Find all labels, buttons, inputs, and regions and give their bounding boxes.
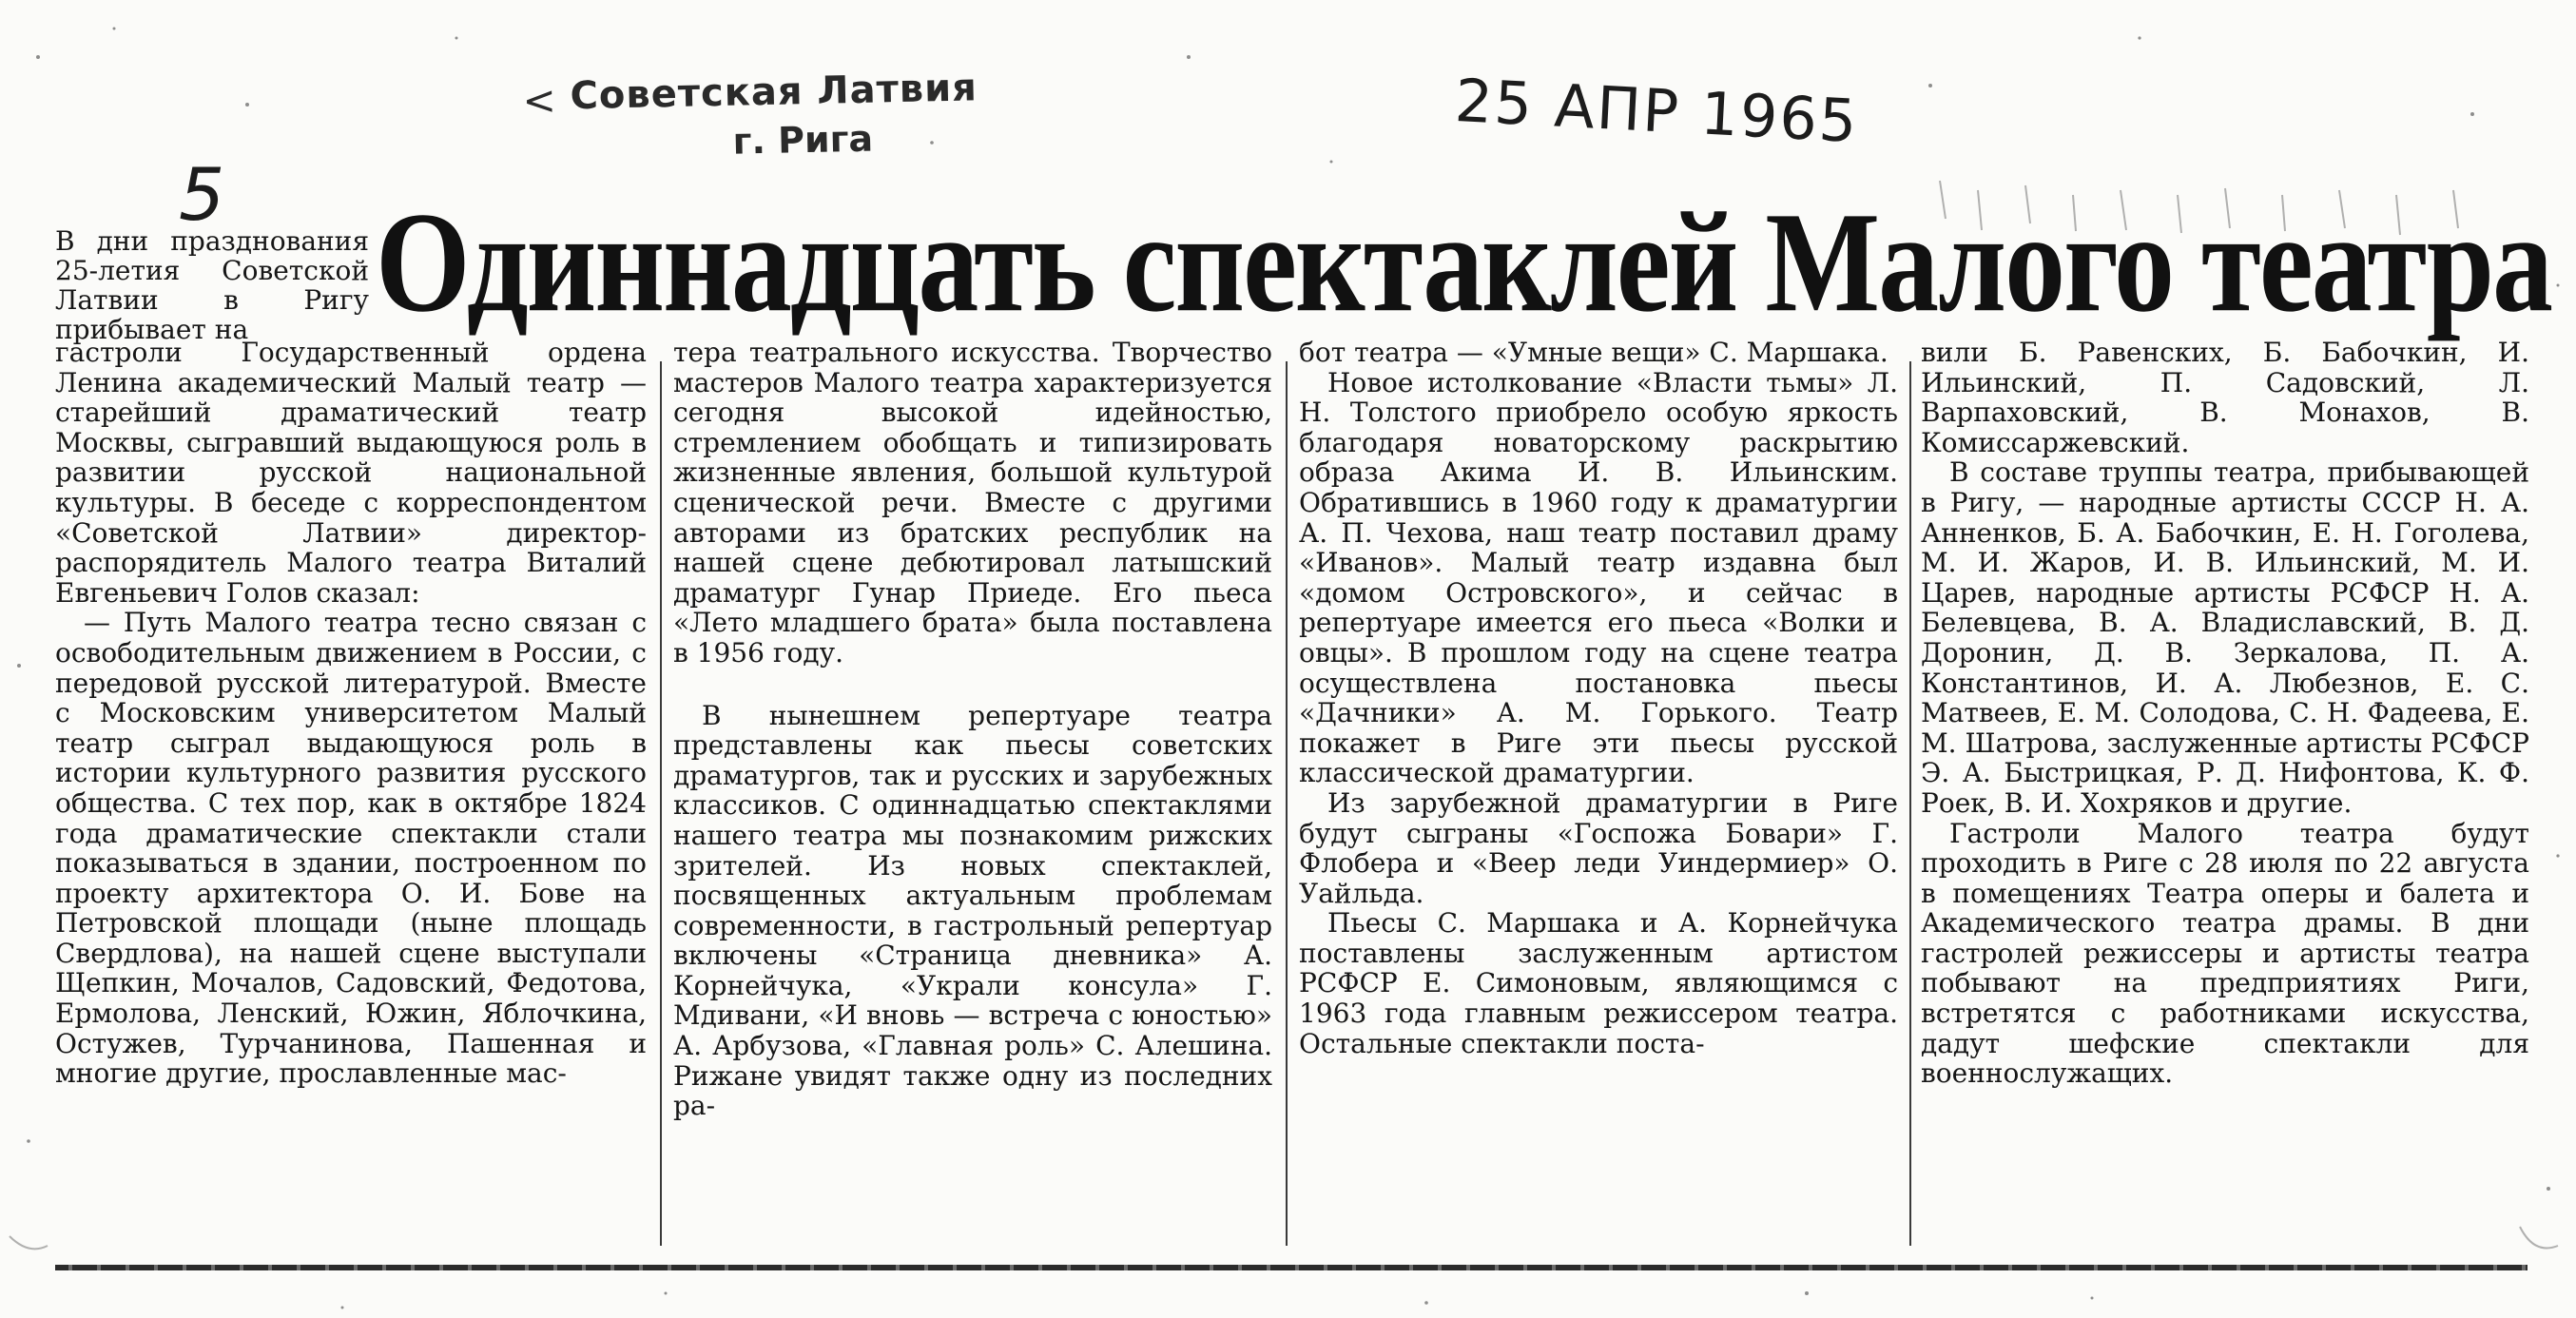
column-paragraph: В составе труппы театра, прибывающей в Ригу, — народные артисты СССР Н. А. Анненков, Б. А. Бабочкин, Е. Н. Гоголева, М. И. Жаров, И. В. Ильинский, М. И. Царев, народные артисты РСФСР Н. А. Белевцева, В. А. Владиславский, В. Д. Доронин, Д. В. Зеркалова, П. А. Константинов, И. А. Любезнов, Е. С. Матвеев, Е. М. Солодова, С. Н. Фадеева, Е. М. Шатрова, заслуженные артисты РСФСР Э. А. Быстрицкая, Р. Д. Нифонтова, К. Ф. Роек, В. И. Хохряков и другие. <box>1921 456 2529 819</box>
column-divider <box>660 361 662 1246</box>
article-column-4 <box>1921 338 2529 1089</box>
column-paragraph: В нынешнем репертуаре театра представлены как пьесы советских драматургов, так и русских и зарубежных классиков. С одиннадцатью спектаклями нашего театра мы познакомим рижских зрителей. Из новых спектаклей, посвященных актуальным проблемам современности, в гастрольный репертуар включены «Страница дневника» А. Корнейчука, «Украли консула» Г. Мдивани, «И вновь — встреча с юностью» А. Арбузова, «Главная роль» С. Алешина. Рижане увидят также одну из последних ра- <box>673 699 1272 1122</box>
stamp-bracket: < <box>522 76 557 125</box>
column-divider <box>1909 361 1911 1246</box>
column-paragraph: Из зарубежной драматургии в Риге будут сыграны «Госпожа Бовари» Г. Флобера и «Веер леди Уиндермиер» О. Уайльда. <box>1299 786 1898 909</box>
column-paragraph: Новое истолкование «Власти тьмы» Л. Н. Толстого приобрело особую яркость благодаря новаторскому раскрытию образа Акима И. В. Ильинским. Обратившись в 1960 году к драматургии А. П. Чехова, наш театр поставил драму «Иванов». Малый театр издавна был «домом Островского», и сейчас в репертуаре имеется его пьеса «Волки и овцы». В прошлом году на сцене театра осуществлена постановка пьесы «Дачники» А. М. Горького. Театр покажет в Риге эти пьесы русской классической драматургии. <box>1299 366 1898 789</box>
stamp-city: г. Рига <box>732 117 874 163</box>
article-column-1 <box>55 338 647 1089</box>
article-column-2 <box>673 338 1272 1121</box>
newspaper-stamp <box>522 63 1142 166</box>
column-paragraph: — Путь Малого театра тесно связан с освободительным движением в России, с передовой русской литературой. Вместе с Московским университетом Малый театр сыграл выдающуюся роль в истории культурного развития русского общества. С тех пор, как в октябре 1824 года драматические спектакли стали показываться в здании, построенном по проекту архитектора О. И. Бове на Петровской площади (ныне площадь Свердлова), на нашей сцене выступали Щепкин, Мочалов, Садовский, Федотова, Ермолова, Ленский, Южин, Яблочкина, Остужев, Турчанинова, Пашенная и многие другие, прославленные мас- <box>55 607 647 1090</box>
article-headline: Одиннадцать спектаклей Малого театра <box>376 182 2551 342</box>
column-paragraph: бот театра — «Умные вещи» С. Маршака. <box>1299 337 1888 368</box>
bottom-border-rule <box>55 1265 2528 1270</box>
column-paragraph: тера театрального искусства. Творчество мастеров Малого театра характеризуется сегодня высокой идейностью, стремлением обобщать и типизировать жизненные явления, большой культурой сценической речи. Вместе с другими авторами из братских республик на нашей сцене дебютировал латышский драматург Гунар Приеде. Его пьеса «Лето младшего брата» была поставлена в 1956 году. <box>673 337 1272 669</box>
stamp-newspaper-name: Советская Латвия <box>570 66 978 119</box>
column-paragraph: вили Б. Равенских, Б. Бабочкин, И. Ильинский, П. Садовский, Л. Варпаховский, В. Монахов, В. Комиссаржевский. <box>1921 337 2529 458</box>
column-divider <box>1286 361 1288 1246</box>
handwritten-date: 25 АПР 1965 <box>1453 65 1861 157</box>
handwritten-page-number: 5 <box>179 152 225 237</box>
column-paragraph: гастроли Государственный ордена Ленина академический Малый театр — старейший драматический театр Москвы, сыгравший выдающуюся роль в развитии русской национальной культуры. В беседе с корреспондентом «Советской Латвии» директор-распорядитель Малого театра Виталий Евгеньевич Голов сказал: <box>55 337 647 609</box>
article-column-3 <box>1299 338 1898 1058</box>
column-paragraph: Гастроли Малого театра будут проходить в Риге с 28 июля по 22 августа в помещениях Театра оперы и балета и Академического театра драмы. В дни гастролей режиссеры и артисты театра побывают на предприятиях Риги, встретятся с работниками искусства, дадут шефские спектакли для военнослужащих. <box>1921 817 2529 1090</box>
article-intro: В дни празднования 25-летия Советской Латвии в Ригу прибывает на <box>55 225 369 345</box>
column-paragraph: Пьесы С. Маршака и А. Корнейчука поставлены заслуженным артистом РСФСР Е. Симоновым, являющимся с 1963 года главным режиссером театра. Остальные спектакли поста- <box>1299 907 1898 1059</box>
